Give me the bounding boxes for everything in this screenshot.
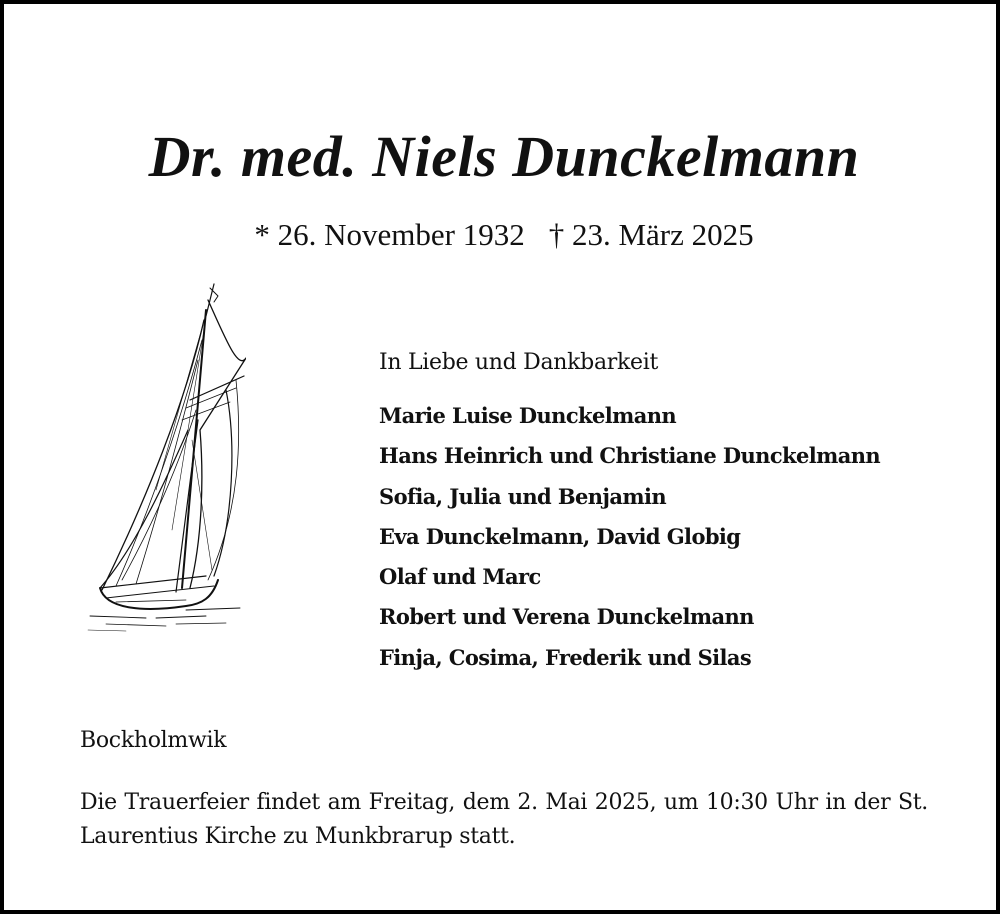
- ceremony-info: Die Trauerfeier findet am Freitag, dem 2. Mai 2025, um 10:30 Uhr in der St. Laurentius Kirche zu Munkbrarup statt.: [80, 790, 928, 849]
- family-member: Robert und Verena Dunckelmann: [379, 604, 754, 630]
- family-member: Eva Dunckelmann, David Globig: [379, 523, 741, 549]
- family-member: Olaf und Marc: [379, 564, 541, 590]
- family-list: [379, 396, 880, 678]
- death-date: † 23. März 2025: [548, 217, 754, 252]
- dedication-line: In Liebe und Dankbarkeit: [379, 350, 659, 375]
- family-member: Finja, Cosima, Frederik und Silas: [379, 644, 752, 670]
- place-name: Bockholmwik: [80, 728, 227, 753]
- birth-date: * 26. November 1932: [254, 217, 525, 252]
- family-member: Hans Heinrich und Christiane Dunckelmann: [379, 443, 881, 469]
- family-member: Sofia, Julia und Benjamin: [379, 483, 667, 509]
- family-member: Marie Luise Dunckelmann: [379, 403, 677, 428]
- life-dates: [4, 215, 1000, 255]
- deceased-name: Dr. med. Niels Dunckelmann: [148, 124, 860, 189]
- sailboat-icon: [86, 280, 246, 636]
